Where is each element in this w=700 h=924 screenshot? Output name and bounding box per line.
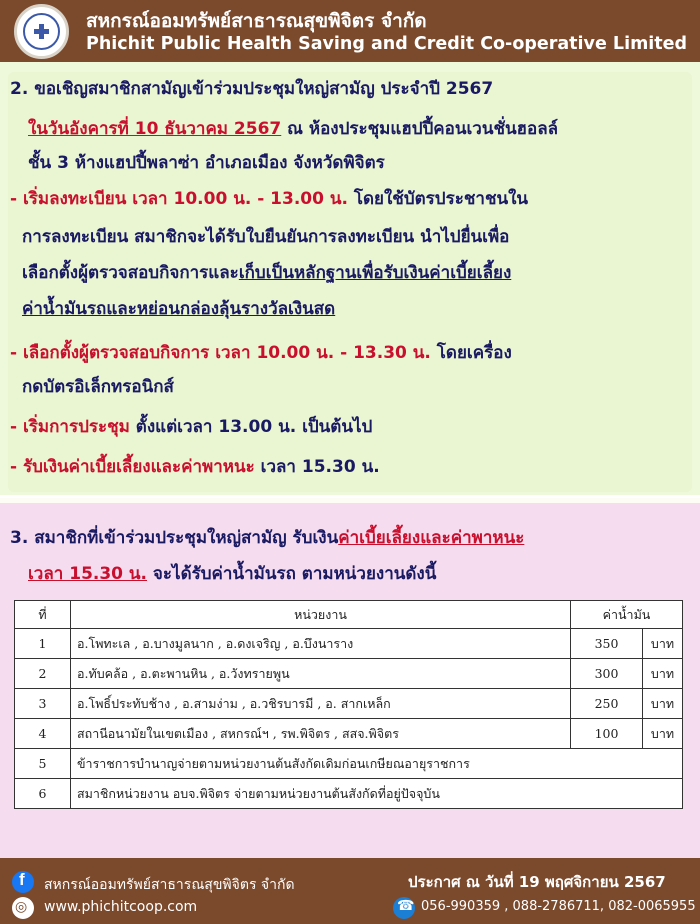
bullet-registration [10,186,528,212]
col-unit-header: หน่วยงาน [71,601,571,629]
row-currency: บาท [643,719,683,749]
table-row [15,749,683,779]
meeting-date: ในวันอังคารที่ 10 ธันวาคม 2567 [28,119,282,139]
row-no: 2 [15,659,71,689]
table-row [15,659,683,689]
facebook-page-name[interactable]: สหกรณ์ออมทรัพย์สาธารณสุขพิจิตร จำกัด [44,877,295,893]
section-2 [0,62,700,498]
header-title-english: Phichit Public Health Saving and Credit Co-operative Limited [86,34,688,54]
section-2-heading: 2. ขอเชิญสมาชิกสามัญเข้าร่วมประชุมใหญ่สามัญ ประจำปี 2567 [10,79,494,99]
section-3-time: เวลา 15.30 น. [28,564,148,584]
bullet-allowance [10,454,380,480]
row-unit: สมาชิกหน่วยงาน อบจ.พิจิตร จ่ายตามหน่วยงานต้นสังกัดที่อยู่ปัจจุบัน [71,779,683,809]
header-title-thai: สหกรณ์ออมทรัพย์สาธารณสุขพิจิตร จำกัด [86,10,427,32]
registration-line-2: การลงทะเบียน สมาชิกจะได้รับใบยืนยันการลงทะเบียน นำไปยื่นเพื่อ [22,227,510,247]
logo-emblem [23,13,60,50]
registration-evidence: เก็บเป็นหลักฐานเพื่อรับเงินค่าเบี้ยเลี้ยง [238,263,512,283]
bullet-election [10,340,512,366]
registration-line-3 [22,260,511,286]
row-no: 1 [15,629,71,659]
row-no: 3 [15,689,71,719]
row-no: 6 [15,779,71,809]
row-unit: อ.โพธิ์ประทับช้าง , อ.สามง่าม , อ.วชิรบารมี , อ. สากเหล็ก [71,689,571,719]
phone-numbers[interactable]: 056-990359 , 088-2786711, 082-0065955 [421,899,696,914]
fuel-allowance-table [14,600,683,809]
registration-line-4: ค่าน้ำมันรถและหย่อนกล่องลุ้นรางวัลเงินสด [22,299,336,319]
bullet-meeting-start [10,414,372,440]
col-fuel-header: ค่าน้ำมัน [571,601,683,629]
website-link[interactable]: www.phichitcoop.com [44,899,198,915]
meeting-start-time: ตั้งแต่เวลา 13.00 น. เป็นต้นไป [129,417,373,437]
globe-icon: ◎ [12,897,34,919]
registration-line-3-text: เลือกตั้งผู้ตรวจสอบกิจการและ [22,263,239,283]
section-3 [0,503,700,858]
col-no-header: ที่ [15,601,71,629]
election-time: - เลือกตั้งผู้ตรวจสอบกิจการ เวลา 10.00 น. - 13.30 น. [10,343,431,363]
table-row [15,719,683,749]
row-no: 4 [15,719,71,749]
section-3-line-2 [28,561,436,587]
table-row [15,629,683,659]
meeting-date-line [28,116,558,142]
facebook-icon[interactable]: f [12,871,34,893]
section-3-heading [10,525,524,551]
table-header-row [15,601,683,629]
meeting-venue-part1: ณ ห้องประชุมแฮปปี้คอนเวนชั่นฮอลล์ [281,119,559,139]
allowance-time: เวลา 15.30 น. [254,457,380,477]
section-3-heading-text: 3. สมาชิกที่เข้าร่วมประชุมใหญ่สามัญ รับเงิน [10,528,339,548]
registration-time: - เริ่มลงทะเบียน เวลา 10.00 น. - 13.00 น. [10,189,348,209]
logo [14,4,69,59]
election-line-2: กดบัตรอิเล็กทรอนิกส์ [22,377,174,397]
table-row [15,689,683,719]
meeting-start-label: - เริ่มการประชุม [10,417,130,437]
registration-text: โดยใช้บัตรประชาชนใน [347,189,529,209]
section-3-heading-highlight: ค่าเบี้ยเลี้ยงและค่าพาหนะ [338,528,525,548]
meeting-venue: ชั้น 3 ห้างแฮปปี้พลาซ่า อำเภอเมือง จังหวัดพิจิตร [28,153,385,173]
row-amount: 100 [571,719,643,749]
section-3-line-2-text: จะได้รับค่าน้ำมันรถ ตามหน่วยงานดังนี้ [147,564,437,584]
row-currency: บาท [643,629,683,659]
allowance-label: - รับเงินค่าเบี้ยเลี้ยงและค่าพาหนะ [10,457,255,477]
row-unit: อ.ทับคล้อ , อ.ตะพานหิน , อ.วังทรายพูน [71,659,571,689]
row-currency: บาท [643,659,683,689]
row-currency: บาท [643,689,683,719]
table-row [15,779,683,809]
row-amount: 300 [571,659,643,689]
election-text: โดยเครื่อง [430,343,512,363]
row-unit: สถานีอนามัยในเขตเมือง , สหกรณ์ฯ , รพ.พิจิตร , สสจ.พิจิตร [71,719,571,749]
row-unit: ข้าราชการบำนาญจ่ายตามหน่วยงานต้นสังกัดเดิมก่อนเกษียณอายุราชการ [71,749,683,779]
row-amount: 250 [571,689,643,719]
footer-bar [0,858,700,924]
phone-icon: ☎ [393,897,415,919]
row-amount: 350 [571,629,643,659]
row-no: 5 [15,749,71,779]
row-unit: อ.โพทะเล , อ.บางมูลนาก , อ.ดงเจริญ , อ.บึงนาราง [71,629,571,659]
announcement-date: ประกาศ ณ วันที่ 19 พฤศจิกายน 2567 [408,873,666,891]
header-bar [0,0,700,62]
